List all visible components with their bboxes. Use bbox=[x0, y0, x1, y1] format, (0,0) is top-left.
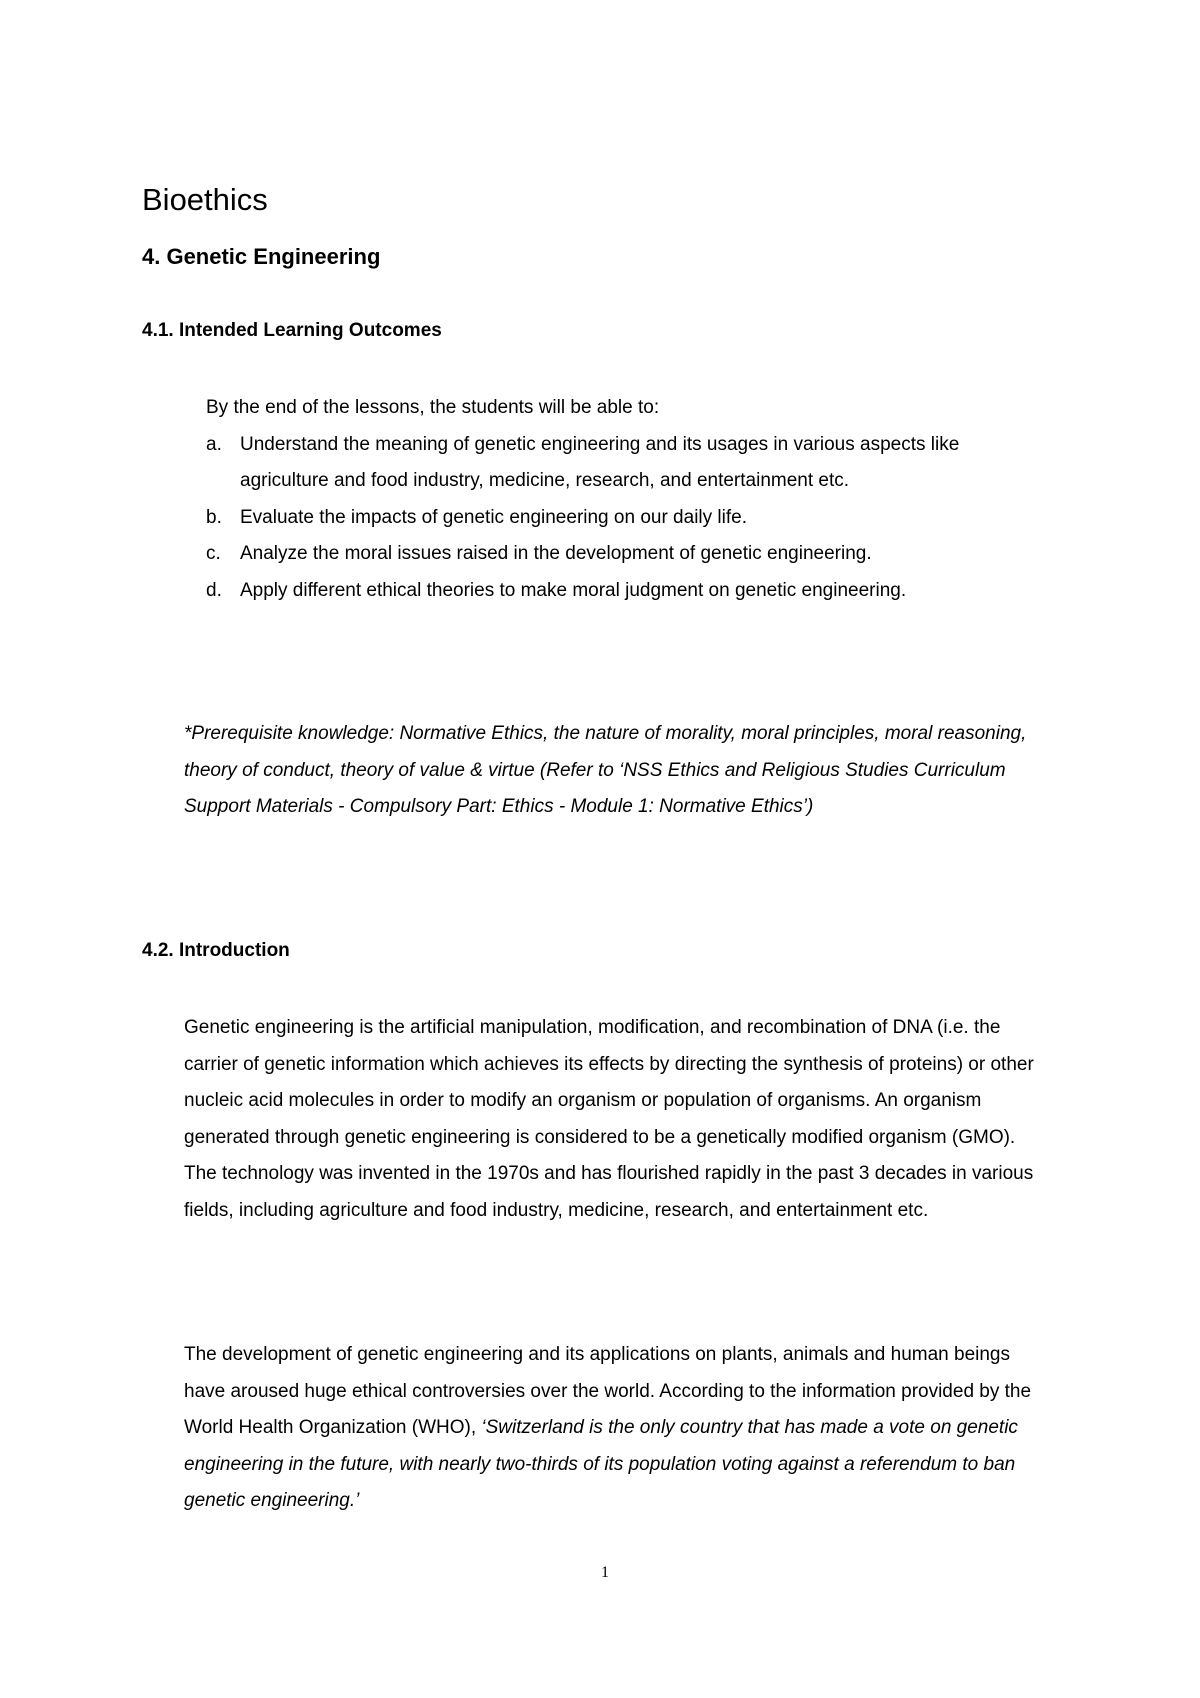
learning-outcome-item bbox=[206, 500, 1006, 537]
paragraph-2-lead: The development of genetic engineering and its applications on plants, animals and human beings have aroused huge ethical controversies over the world. According to the information provided by the World Health Organization (WHO), bbox=[184, 1344, 1032, 1438]
outcome-text: Analyze the moral issues raised in the development of genetic engineering. bbox=[240, 543, 872, 564]
learning-outcome-item bbox=[206, 536, 1006, 573]
learning-outcome-item bbox=[206, 573, 1006, 610]
outcome-letter: a. bbox=[206, 433, 222, 455]
outcome-letter: b. bbox=[206, 506, 222, 528]
outcome-letter: d. bbox=[206, 579, 222, 601]
introduction-paragraph-2 bbox=[184, 1337, 1040, 1520]
outcome-letter: c. bbox=[206, 543, 221, 564]
learning-outcomes-block bbox=[206, 390, 1006, 609]
prerequisite-note: *Prerequisite knowledge: Normative Ethics, the nature of morality, moral principles, moral reasoning, theory of conduct, theory of value & virtue (Refer to ‘NSS Ethics and Religious Studies Curriculum Support Materials - Compulsory Part: Ethics - Module 1: Normative Ethics’) bbox=[184, 723, 1027, 817]
outcome-text: Understand the meaning of genetic engineering and its usages in various aspects like agriculture and food industry, medicine, research, and entertainment etc. bbox=[240, 433, 960, 491]
learning-outcomes-list bbox=[206, 427, 1006, 610]
learning-outcomes-lead: By the end of the lessons, the students will be able to: bbox=[206, 397, 660, 418]
outcome-text: Apply different ethical theories to make moral judgment on genetic engineering. bbox=[240, 579, 907, 601]
page-number: 1 bbox=[601, 1564, 609, 1581]
who-quote: ‘Switzerland is the only country that has made a vote on genetic engineering in the future, with nearly two-thirds of its population voting against a referendum to ban genetic engineering.’ bbox=[184, 1417, 1018, 1511]
outcome-text: Evaluate the impacts of genetic engineering on our daily life. bbox=[240, 506, 747, 528]
learning-outcome-item bbox=[206, 427, 1006, 500]
ilo-section-heading: 4.1. Intended Learning Outcomes bbox=[142, 320, 442, 341]
chapter-heading: 4. Genetic Engineering bbox=[142, 244, 381, 269]
document-title: Bioethics bbox=[142, 182, 268, 217]
introduction-paragraph-1: Genetic engineering is the artificial manipulation, modification, and recombination of DNA (i.e. the carrier of genetic information which achieves its effects by directing the synthesis of proteins) or other nucleic acid molecules in order to modify an organism or population of organisms. An organism generated through genetic engineering is considered to be a genetically modified organism (GMO). The technology was invented in the 1970s and has flourished rapidly in the past 3 decades in various fields, including agriculture and food industry, medicine, research, and entertainment etc. bbox=[184, 1017, 1034, 1221]
introduction-section-heading: 4.2. Introduction bbox=[142, 940, 290, 961]
